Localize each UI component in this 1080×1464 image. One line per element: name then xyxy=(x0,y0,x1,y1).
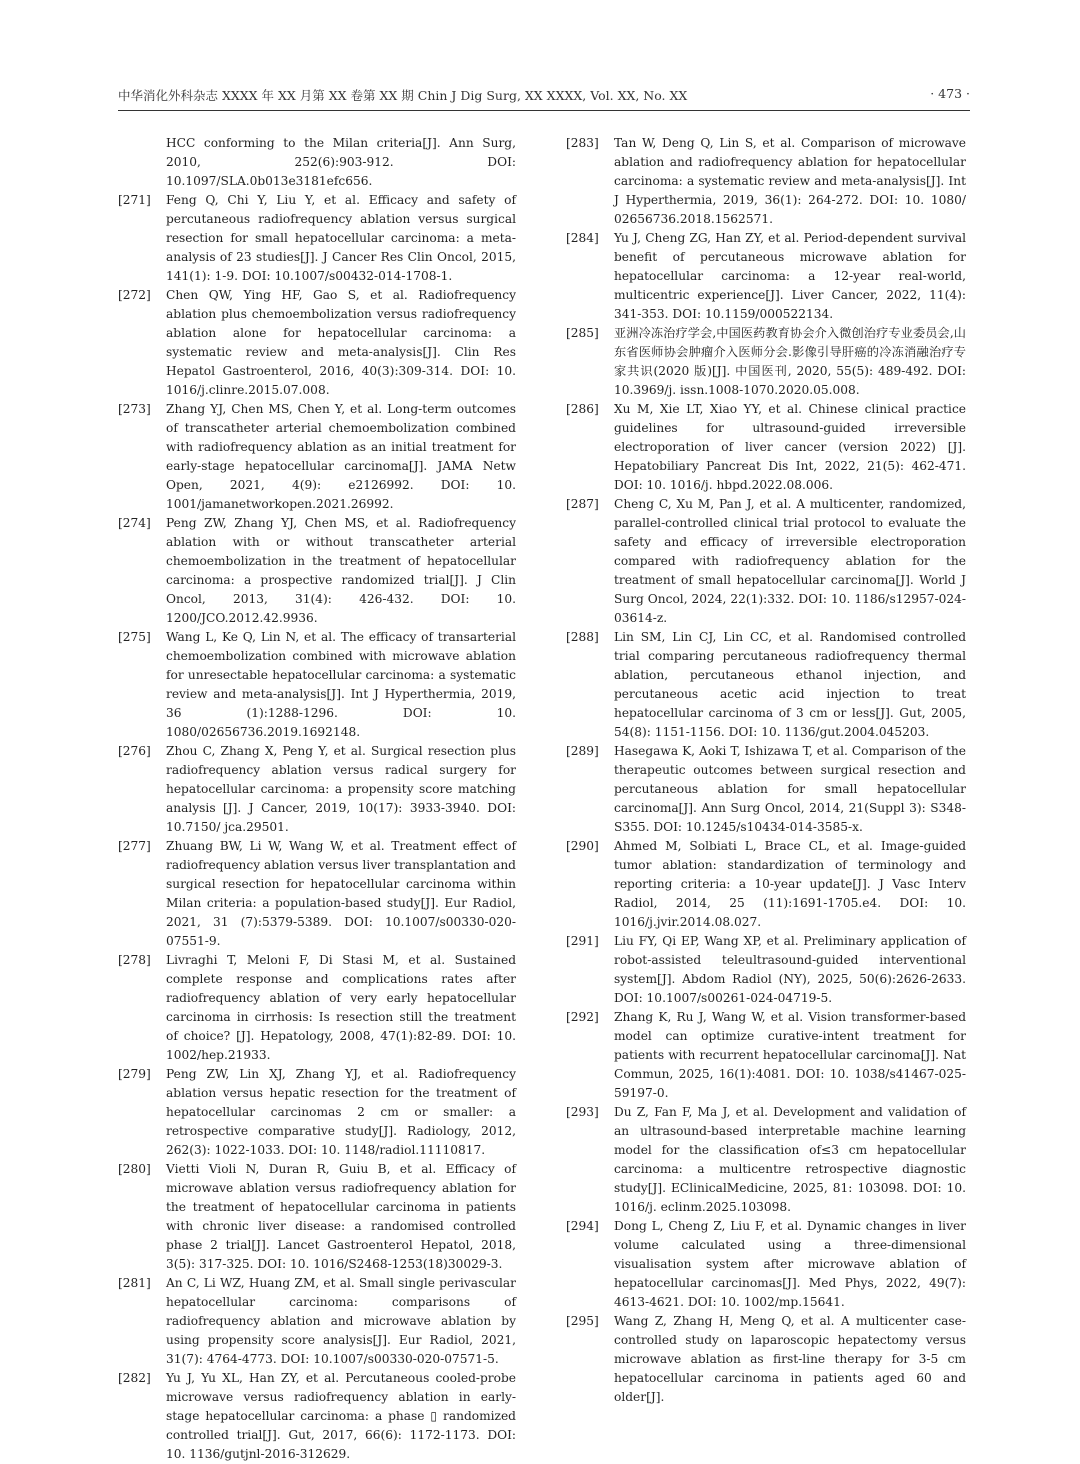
reference-item xyxy=(118,191,516,286)
reference-item xyxy=(118,951,516,1065)
reference-number: [273] xyxy=(118,402,151,416)
reference-continuation: HCC conforming to the Milan criteria[J]. Ann Surg, 2010, 252(6):903-912. DOI: 10.1097/SLA.0b013e3181efc656. xyxy=(166,136,516,188)
reference-item xyxy=(566,229,966,324)
reference-text: Zhou C, Zhang X, Peng Y, et al. Surgical resection plus radiofrequency ablation versus radical surgery for hepatocellular carcinoma: a propensity score matching analysis [J]. J Cancer, 2019, 10(17): 3933-3940. DOI: 10.7150/ jca.29501. xyxy=(166,744,516,834)
reference-number: [291] xyxy=(566,934,599,948)
reference-item xyxy=(118,837,516,951)
reference-item xyxy=(118,1065,516,1160)
reference-number: [294] xyxy=(566,1219,599,1233)
reference-number: [288] xyxy=(566,630,599,644)
reference-item xyxy=(118,286,516,400)
reference-number: [278] xyxy=(118,953,151,967)
reference-text: Peng ZW, Zhang YJ, Chen MS, et al. Radiofrequency ablation with or without transcatheter arterial chemoembolization in the treatment of hepatocellular carcinoma: a prospective randomized trial[J]. J Clin Oncol, 2013, 31(4): 426-432. DOI: 10. 1200/JCO.2012.42.9936. xyxy=(166,516,516,625)
reference-column-left xyxy=(118,134,516,1464)
reference-number: [293] xyxy=(566,1105,599,1119)
journal-header-text: 中华消化外科杂志 XXXX 年 XX 月第 XX 卷第 XX 期 Chin J Dig Surg, XX XXXX, Vol. XX, No. XX xyxy=(118,88,688,103)
reference-number: [284] xyxy=(566,231,599,245)
reference-text: Feng Q, Chi Y, Liu Y, et al. Efficacy and safety of percutaneous radiofrequency ablation versus surgical resection for small hepatocellular carcinoma: a meta-analysis of 23 studies[J]. J Cancer Res Clin Oncol, 2015, 141(1): 1-9. DOI: 10.1007/s00432-014-1708-1. xyxy=(166,193,516,283)
reference-item xyxy=(118,400,516,514)
reference-number: [285] xyxy=(566,326,599,340)
reference-text: Peng ZW, Lin XJ, Zhang YJ, et al. Radiofrequency ablation versus hepatic resection for the treatment of hepatocellular carcinomas 2 cm or smaller: a retrospective comparative study[J]. Radiology, 2012, 262(3): 1022-1033. DOI: 10. 1148/radiol.11110817. xyxy=(166,1067,516,1157)
reference-text: Ahmed M, Solbiati L, Brace CL, et al. Image-guided tumor ablation: standardization of terminology and reporting criteria: a 10-year update[J]. J Vasc Interv Radiol, 2014, 25 (11):1691-1705.e4. DOI: 10. 1016/j.jvir.2014.08.027. xyxy=(614,839,966,929)
reference-text: Du Z, Fan F, Ma J, et al. Development and validation of an ultrasound-based interpretable machine learning model for the classification of≤3 cm hepatocellular carcinoma: a multicentre retrospective diagnostic study[J]. EClinicalMedicine, 2025, 81: 103098. DOI: 10. 1016/j. eclinm.2025.103098. xyxy=(614,1105,966,1214)
reference-number: [276] xyxy=(118,744,151,758)
reference-item xyxy=(566,1008,966,1103)
reference-text: Hasegawa K, Aoki T, Ishizawa T, et al. Comparison of the therapeutic outcomes between surgical resection and percutaneous ablation for small hepatocellular carcinoma[J]. Ann Surg Oncol, 2014, 21(Suppl 3): S348-S355. DOI: 10.1245/s10434-014-3585-x. xyxy=(614,744,966,834)
reference-text: Tan W, Deng Q, Lin S, et al. Comparison of microwave ablation and radiofrequency ablation for hepatocellular carcinoma: a systematic review and meta-analysis[J]. Int J Hyperthermia, 2019, 36(1): 264-272. DOI: 10. 1080/ 02656736.2018.1562571. xyxy=(614,136,966,226)
reference-text: Livraghi T, Meloni F, Di Stasi M, et al. Sustained complete response and complications rates after radiofrequency ablation of very early hepatocellular carcinoma in cirrhosis: Is resection still the treatment of choice? [J]. Hepatology, 2008, 47(1):82-89. DOI: 10. 1002/hep.21933. xyxy=(166,953,516,1062)
reference-item xyxy=(118,1274,516,1369)
reference-item xyxy=(566,1217,966,1312)
reference-text: Zhang YJ, Chen MS, Chen Y, et al. Long-term outcomes of transcatheter arterial chemoembolization combined with radiofrequency ablation as an initial treatment for early-stage hepatocellular carcinoma[J]. JAMA Netw Open, 2021, 4(9): e2126992. DOI: 10. 1001/jamanetworkopen.2021.26992. xyxy=(166,402,516,511)
reference-item xyxy=(118,742,516,837)
reference-number: [292] xyxy=(566,1010,599,1024)
reference-text: Dong L, Cheng Z, Liu F, et al. Dynamic changes in liver volume calculated using a three-dimensional visualisation system after microwave ablation of hepatocellular carcinomas[J]. Med Phys, 2022, 49(7): 4613-4621. DOI: 10. 1002/mp.15641. xyxy=(614,1219,966,1309)
reference-text: Cheng C, Xu M, Pan J, et al. A multicenter, randomized, parallel-controlled clinical trial protocol to evaluate the safety and efficacy of irreversible electroporation compared with radiofrequency ablation for the treatment of small hepatocellular carcinoma[J]. World J Surg Oncol, 2024, 22(1):332. DOI: 10. 1186/s12957-024-03614-z. xyxy=(614,497,966,625)
reference-item xyxy=(118,1369,516,1464)
reference-item xyxy=(566,324,966,400)
reference-number: [275] xyxy=(118,630,151,644)
reference-number: [286] xyxy=(566,402,599,416)
reference-text: An C, Li WZ, Huang ZM, et al. Small single perivascular hepatocellular carcinoma: comparisons of radiofrequency ablation and microwave ablation by using propensity score analysis[J]. Eur Radiol, 2021, 31(7): 4764-4773. DOI: 10.1007/s00330-020-07571-5. xyxy=(166,1276,516,1366)
reference-column-right xyxy=(566,134,966,1407)
reference-number: [271] xyxy=(118,193,151,207)
reference-number: [283] xyxy=(566,136,599,150)
reference-text: 亚洲冷冻治疗学会,中国医药教育协会介入微创治疗专业委员会,山东省医师协会肿瘤介入医师分会.影像引导肝癌的冷冻消融治疗专家共识(2020 版)[J]. 中国医刊, 2020, 55(5): 489-492. DOI: 10.3969/j. issn.1008-1070.2020.05.008. xyxy=(614,326,966,397)
reference-number: [272] xyxy=(118,288,151,302)
reference-text: Lin SM, Lin CJ, Lin CC, et al. Randomised controlled trial comparing percutaneous radiofrequency thermal ablation, percutaneous ethanol injection, and percutaneous acetic acid injection to treat hepatocellular carcinoma of 3 cm or less[J]. Gut, 2005, 54(8): 1151-1156. DOI: 10. 1136/gut.2004.045203. xyxy=(614,630,966,739)
reference-number: [290] xyxy=(566,839,599,853)
reference-number: [295] xyxy=(566,1314,599,1328)
reference-number: [274] xyxy=(118,516,151,530)
reference-item xyxy=(566,837,966,932)
reference-text: Yu J, Yu XL, Han ZY, et al. Percutaneous cooled-probe microwave versus radiofrequency ablation in early-stage hepatocellular carcinoma: a phase ▯ randomized controlled trial[J]. Gut, 2017, 66(6): 1172-1173. DOI: 10. 1136/gutjnl-2016-312629. xyxy=(166,1371,516,1461)
reference-number: [280] xyxy=(118,1162,151,1176)
reference-text: Chen QW, Ying HF, Gao S, et al. Radiofrequency ablation plus chemoembolization versus radiofrequency ablation alone for hepatocellular carcinoma: a systematic review and meta-analysis[J]. Clin Res Hepatol Gastroenterol, 2016, 40(3):309-314. DOI: 10. 1016/j.clinre.2015.07.008. xyxy=(166,288,516,397)
reference-number: [277] xyxy=(118,839,151,853)
header-rule xyxy=(118,110,970,111)
reference-number: [281] xyxy=(118,1276,151,1290)
reference-text: Zhang K, Ru J, Wang W, et al. Vision transformer-based model can optimize curative-intent treatment for patients with recurrent hepatocellular carcinoma[J]. Nat Commun, 2025, 16(1):4081. DOI: 10. 1038/s41467-025-59197-0. xyxy=(614,1010,966,1100)
reference-item xyxy=(566,742,966,837)
reference-number: [289] xyxy=(566,744,599,758)
reference-item xyxy=(566,1312,966,1407)
page-number: · 473 · xyxy=(930,86,970,101)
reference-text: Zhuang BW, Li W, Wang W, et al. Treatment effect of radiofrequency ablation versus liver transplantation and surgical resection for hepatocellular carcinoma within Milan criteria: a population-based study[J]. Eur Radiol, 2021, 31 (7):5379-5389. DOI: 10.1007/s00330-020-07551-9. xyxy=(166,839,516,948)
reference-item xyxy=(118,514,516,628)
reference-item xyxy=(118,628,516,742)
reference-item xyxy=(566,628,966,742)
reference-item xyxy=(566,495,966,628)
reference-item xyxy=(118,1160,516,1274)
reference-number: [282] xyxy=(118,1371,151,1385)
reference-text: Vietti Violi N, Duran R, Guiu B, et al. Efficacy of microwave ablation versus radiofrequency ablation for the treatment of hepatocellular carcinoma in patients with chronic liver disease: a randomised controlled phase 2 trial[J]. Lancet Gastroenterol Hepatol, 2018, 3(5): 317-325. DOI: 10. 1016/S2468-1253(18)30029-3. xyxy=(166,1162,516,1271)
reference-text: Yu J, Cheng ZG, Han ZY, et al. Period-dependent survival benefit of percutaneous microwave ablation for hepatocellular carcinoma: a 12-year real-world, multicentric experience[J]. Liver Cancer, 2022, 11(4): 341-353. DOI: 10.1159/000522134. xyxy=(614,231,966,321)
reference-number: [287] xyxy=(566,497,599,511)
reference-item xyxy=(566,1103,966,1217)
reference-text: Liu FY, Qi EP, Wang XP, et al. Preliminary application of robot-assisted teleultrasound-guided interventional system[J]. Abdom Radiol (NY), 2025, 50(6):2626-2633. DOI: 10.1007/s00261-024-04719-5. xyxy=(614,934,966,1005)
reference-text: Wang Z, Zhang H, Meng Q, et al. A multicenter case-controlled study on laparoscopic hepatectomy versus microwave ablation as first-line therapy for 3-5 cm hepatocellular carcinoma in patients aged 60 and older[J]. xyxy=(614,1314,966,1404)
reference-item xyxy=(566,134,966,229)
reference-number: [279] xyxy=(118,1067,151,1081)
running-header xyxy=(118,86,970,108)
reference-item xyxy=(566,400,966,495)
reference-text: Wang L, Ke Q, Lin N, et al. The efficacy of transarterial chemoembolization combined with microwave ablation for unresectable hepatocellular carcinoma: a systematic review and meta-analysis[J]. Int J Hyperthermia, 2019, 36 (1):1288-1296. DOI: 10. 1080/02656736.2019.1692148. xyxy=(166,630,516,739)
reference-item xyxy=(566,932,966,1008)
reference-text: Xu M, Xie LT, Xiao YY, et al. Chinese clinical practice guidelines for ultrasound-guided irreversible electroporation of liver cancer (version 2022) [J]. Hepatobiliary Pancreat Dis Int, 2022, 21(5): 462-471. DOI: 10. 1016/j. hbpd.2022.08.006. xyxy=(614,402,966,492)
